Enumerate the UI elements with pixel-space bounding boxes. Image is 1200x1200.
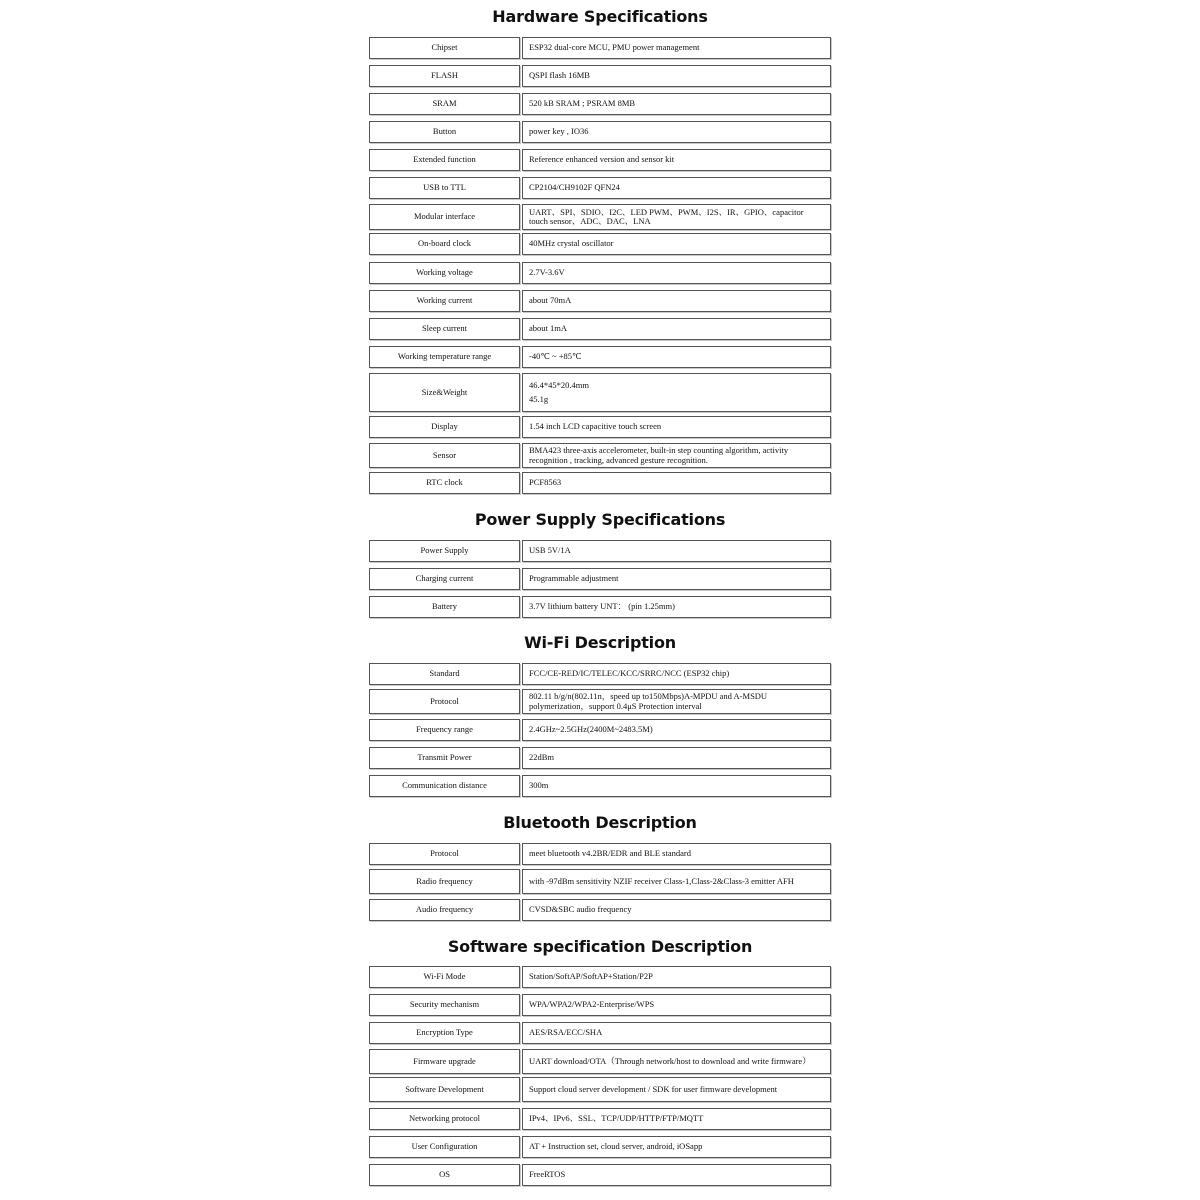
spec-row [369, 899, 831, 921]
spec-label: Networking protocol [369, 1108, 520, 1130]
spec-label: Display [369, 416, 520, 438]
spec-row [369, 568, 831, 590]
spec-row [369, 318, 831, 340]
spec-value: about 1mA [522, 318, 831, 340]
spec-value: meet bluetooth v4.2BR/EDR and BLE standard [522, 843, 831, 865]
spec-value: about 70mA [522, 290, 831, 312]
spec-value: 40MHz crystal oscillator [522, 233, 831, 255]
spec-label: Audio frequency [369, 899, 520, 921]
spec-label: Transmit Power [369, 747, 520, 769]
spec-value: 2.4GHz~2.5GHz(2400M~2483.5M) [522, 719, 831, 741]
spec-value: UART、SPI、SDIO、I2C、LED PWM、PWM、I2S、IR、GPIO、capacitor touch sensor、ADC、DAC、LNA [522, 204, 831, 230]
spec-row [369, 233, 831, 255]
spec-row [369, 290, 831, 312]
bluetooth-description-title: Bluetooth Description [503, 813, 697, 832]
spec-label: Wi-Fi Mode [369, 966, 520, 988]
spec-value: CP2104/CH9102F QFN24 [522, 177, 831, 199]
spec-value: Programmable adjustment [522, 568, 831, 590]
spec-row [369, 121, 831, 143]
power-supply-specifications-title: Power Supply Specifications [474, 510, 726, 529]
spec-value: 520 kB SRAM ; PSRAM 8MB [522, 93, 831, 115]
spec-label: Software Development [369, 1077, 520, 1102]
spec-value: Support cloud server development / SDK for user firmware development [522, 1077, 831, 1102]
spec-row [369, 994, 831, 1016]
spec-row [369, 1108, 831, 1130]
spec-value: IPv4、IPv6、SSL、TCP/UDP/HTTP/FTP/MQTT [522, 1108, 831, 1130]
wifi-description-title: Wi-Fi Description [524, 633, 676, 652]
spec-value: CVSD&SBC audio frequency [522, 899, 831, 921]
spec-row [369, 177, 831, 199]
spec-row [369, 966, 831, 988]
spec-label: On-board clock [369, 233, 520, 255]
spec-label: Security mechanism [369, 994, 520, 1016]
spec-label: Sensor [369, 443, 520, 468]
spec-row [369, 443, 831, 468]
spec-value: 2.7V-3.6V [522, 262, 831, 284]
spec-value: power key , IO36 [522, 121, 831, 143]
spec-label: Extended function [369, 149, 520, 171]
spec-label: Modular interface [369, 204, 520, 230]
spec-label: Charging current [369, 568, 520, 590]
spec-label: User Configuration [369, 1136, 520, 1158]
spec-row [369, 869, 831, 894]
software-specification-title: Software specification Description [447, 937, 753, 956]
spec-label: Working temperature range [369, 346, 520, 368]
spec-value: UART download/OTA（Through network/host to download and write firmware） [522, 1049, 831, 1074]
spec-row [369, 1077, 831, 1102]
spec-row [369, 65, 831, 87]
spec-row [369, 37, 831, 59]
spec-value: USB 5V/1A [522, 540, 831, 562]
spec-row [369, 416, 831, 438]
spec-label: Working voltage [369, 262, 520, 284]
spec-value-stack [529, 381, 589, 404]
spec-label: SRAM [369, 93, 520, 115]
spec-row [369, 747, 831, 769]
spec-row [369, 1136, 831, 1158]
spec-row [369, 472, 831, 494]
spec-row [369, 346, 831, 368]
spec-value: QSPI flash 16MB [522, 65, 831, 87]
spec-label: USB to TTL [369, 177, 520, 199]
spec-value: WPA/WPA2/WPA2-Enterprise/WPS [522, 994, 831, 1016]
spec-label: FLASH [369, 65, 520, 87]
spec-row [369, 149, 831, 171]
spec-row [369, 719, 831, 741]
spec-value: AT + Instruction set, cloud server, android, iOSapp [522, 1136, 831, 1158]
spec-row [369, 689, 831, 714]
spec-row [369, 540, 831, 562]
spec-row [369, 843, 831, 865]
spec-value: FCC/CE-RED/IC/TELEC/KCC/SRRC/NCC (ESP32 chip) [522, 663, 831, 685]
spec-label: Chipset [369, 37, 520, 59]
spec-value: BMA423 three-axis accelerometer, built-in step counting algorithm, activity recognition , tracking, advanced gesture recognition. [522, 443, 831, 468]
spec-value: 3.7V lithium battery UNT： (pin 1.25mm) [522, 596, 831, 618]
spec-label: Protocol [369, 689, 520, 714]
spec-row [369, 775, 831, 797]
spec-value: PCF8563 [522, 472, 831, 494]
spec-value: FreeRTOS [522, 1164, 831, 1186]
spec-value-line: 46.4*45*20.4mm [529, 380, 589, 390]
spec-value: Station/SoftAP/SoftAP+Station/P2P [522, 966, 831, 988]
spec-value: with -97dBm sensitivity NZIF receiver Class-1,Class-2&Class-3 emitter AFH [522, 869, 831, 894]
spec-row [369, 262, 831, 284]
spec-label: Size&Weight [369, 373, 520, 412]
spec-label: Button [369, 121, 520, 143]
spec-label: Battery [369, 596, 520, 618]
spec-value [522, 373, 831, 412]
spec-row [369, 1022, 831, 1044]
hardware-specifications-title: Hardware Specifications [492, 7, 708, 26]
spec-label: Frequency range [369, 719, 520, 741]
spec-label: Radio frequency [369, 869, 520, 894]
spec-value: 802.11 b/g/n(802.11n，speed up to150Mbps)A-MPDU and A-MSDU polymerization，support 0.4μS Protection interval [522, 689, 831, 714]
spec-value: 22dBm [522, 747, 831, 769]
spec-value: AES/RSA/ECC/SHA [522, 1022, 831, 1044]
spec-label: Power Supply [369, 540, 520, 562]
spec-value: ESP32 dual-core MCU, PMU power management [522, 37, 831, 59]
spec-row [369, 373, 831, 412]
spec-row [369, 1164, 831, 1186]
spec-label: Firmware upgrade [369, 1049, 520, 1074]
spec-label: Working current [369, 290, 520, 312]
spec-label: RTC clock [369, 472, 520, 494]
spec-value: -40℃ ~ +85℃ [522, 346, 831, 368]
spec-label: OS [369, 1164, 520, 1186]
spec-value: 300m [522, 775, 831, 797]
spec-value-line: 45.1g [529, 393, 549, 404]
spec-row [369, 596, 831, 618]
spec-label: Standard [369, 663, 520, 685]
spec-label: Protocol [369, 843, 520, 865]
spec-label: Encryption Type [369, 1022, 520, 1044]
spec-row [369, 663, 831, 685]
spec-value: 1.54 inch LCD capacitive touch screen [522, 416, 831, 438]
spec-row [369, 1049, 831, 1074]
spec-row [369, 204, 831, 230]
spec-value: Reference enhanced version and sensor kit [522, 149, 831, 171]
spec-label: Sleep current [369, 318, 520, 340]
spec-row [369, 93, 831, 115]
spec-label: Communication distance [369, 775, 520, 797]
